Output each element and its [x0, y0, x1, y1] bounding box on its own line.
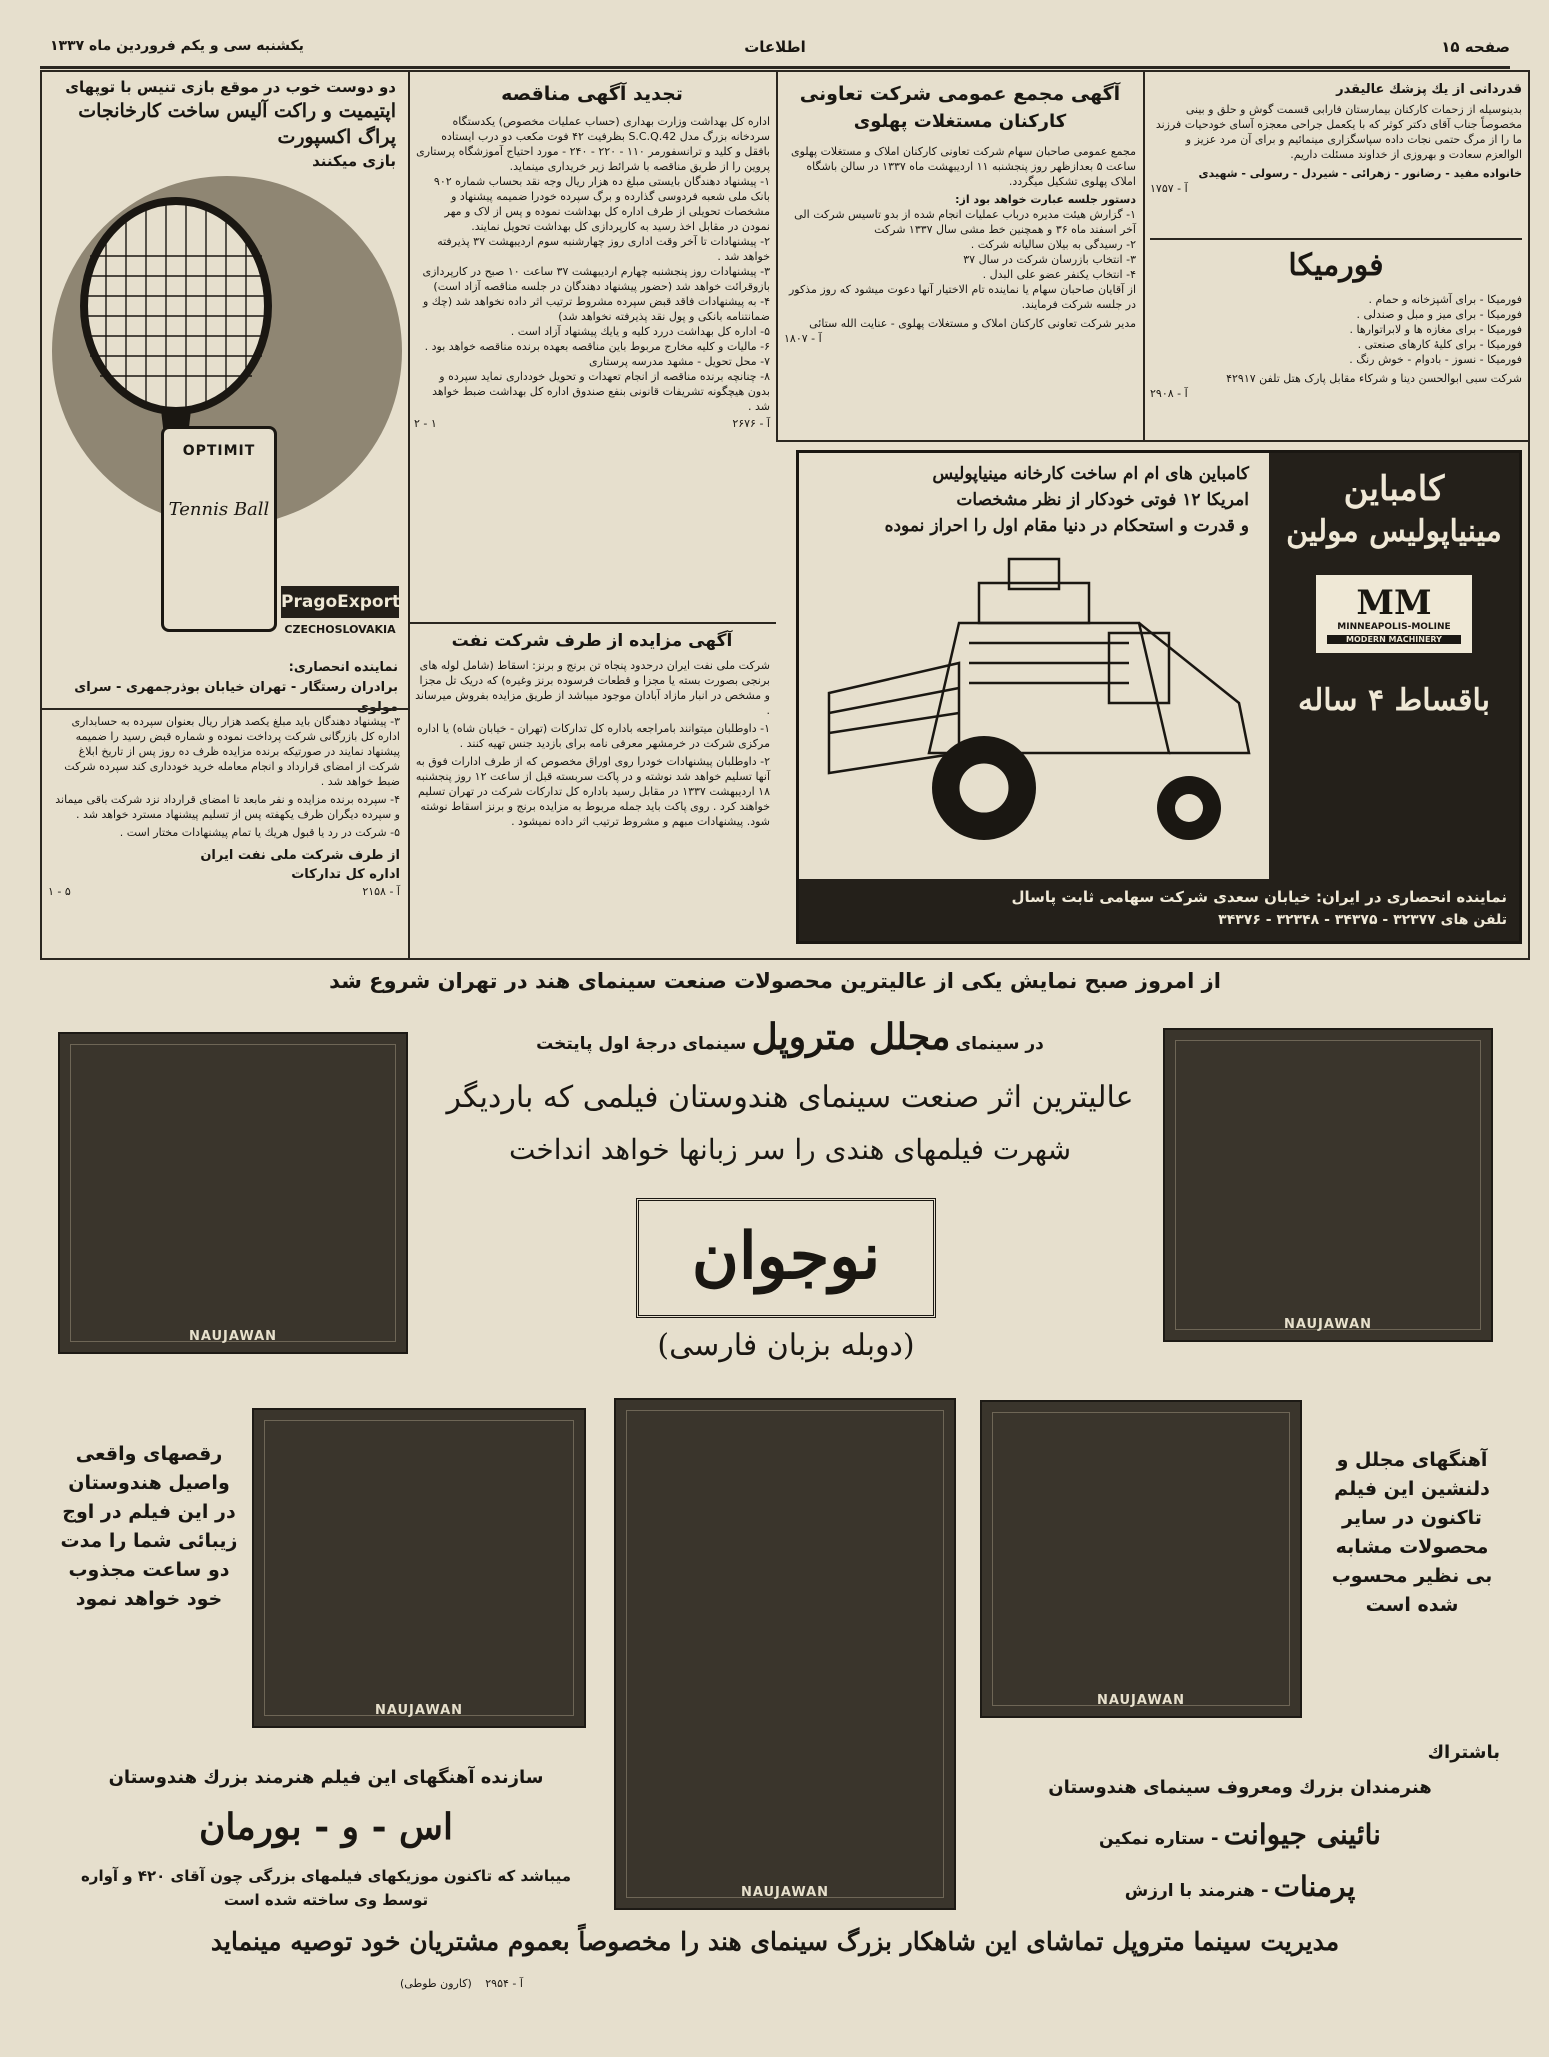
oil-auction-code: آ - ۲۱۵۸	[362, 885, 400, 898]
masthead-rule	[40, 66, 1510, 69]
combine-headline-2: امریکا ۱۲ فوتی خودکار از نظر مشخصات	[956, 490, 1249, 510]
star-1-role: ستاره نمکین	[1099, 1829, 1205, 1849]
mm-brand-name: MINNEAPOLIS-MOLINE	[1337, 622, 1451, 632]
gratitude-body: بدینوسیله از زحمات کارکنان بیمارستان فارابی قسمت گوش و حلق و بینی مخصوصاً جناب آقای دکتر کوثر که با یکعمل جراحی معجزه آسای خودحیات فرزند ما را از مرگ حتمی نجات داده سپاسگزاری مینمائیم و برای آن مرد عزیز و الوالعزم سعادت و بهروزی از خداوند مسئلت داریم.	[1155, 103, 1522, 161]
tender-code: آ - ۲۶۷۶	[732, 417, 770, 430]
coop-body: مجمع عمومی صاحبان سهام شرکت تعاونی کارکنان املاک و مستغلات پهلوی ساعت ۵ بعدازظهر روز پنجشنبه ۱۱ اردیبهشت ماه ۱۳۳۷ در سالن باشگاه املاک پهلوی تشکیل میگردد.	[791, 145, 1136, 188]
cinema-line-1: عالیترین اثر صنعت سینمای هندوستان فیلمی که باردیگر	[446, 1080, 1134, 1115]
cinema-banner: از امروز صبح نمایش یکی از عالیترین محصولات صنعت سینمای هند در تهران شروع شد	[329, 969, 1221, 993]
formica-item: فورمیکا - برای مغازه ها و لابراتوارها .	[1349, 323, 1522, 336]
tender-clause: ۴- به پیشنهادات فاقد قبض سپرده مشروط ترتیب اثر داده نخواهد شد (چك و ضمانتنامه بانکی و پول نقد پذیرفته نخواهد شد)	[422, 295, 770, 323]
combine-illustration	[809, 553, 1259, 873]
venue-prefix: در سینمای	[955, 1034, 1044, 1054]
cinema-footer: مدیریت سینما متروپل تماشای این شاهکار بزرگ سینمای هند را مخصوصاً بعموم مشتریان خود توصیه مینماید	[210, 1927, 1340, 1956]
tennis-rep-address: برادران رستگار - تهران خیابان بوذرجمهری - سرای	[74, 680, 398, 695]
combine-rep: نماینده انحصاری در ایران: خیابان سعدی شرکت سهامی ثابت پاسال	[1011, 888, 1507, 906]
combine-phones: تلفن های ۳۲۳۷۷ - ۳۴۳۷۵ - ۳۲۳۴۸ - ۳۴۳۷۶	[1218, 912, 1507, 928]
tennis-ball-ad	[46, 76, 404, 706]
combine-title-panel	[1269, 453, 1519, 883]
oil-auction-signature: از طرف شرکت ملی نفت ایران	[200, 848, 400, 863]
composer-name: اس - و - بورمان	[198, 1806, 454, 1848]
page-number: صفحه ۱۵	[1441, 38, 1510, 56]
column-divider-1	[408, 72, 410, 960]
formica-contact: شرکت سبی ابوالحسن دینا و شرکاء مقابل پارک هتل تلفن ۴۲۹۱۷	[1226, 372, 1522, 385]
formica-item: فورمیکا - برای کلیهٔ کارهای صنعتی .	[1357, 338, 1522, 351]
tennis-ball-can	[161, 426, 277, 632]
cinema-songs-text: آهنگهای مجلل و دلنشین این فیلم تاکنون در سایر محصولات مشابه بی نظیر محسوب شده است	[1331, 1449, 1493, 1616]
gratitude-code: آ - ۱۷۵۷	[1150, 182, 1188, 195]
film-still-center	[614, 1398, 956, 1910]
tender-clause: ۳- پیشنهادات روز پنجشنبه چهارم اردیبهشت ۳۷ ساعت ۱۰ صبح در کارپردازی بازوقرائت خواهد شد (حضور پیشنهاد دهندگان در جلسه مناقصه آزاد است)	[422, 265, 770, 293]
cinema-code-note: (کارون طوطی)	[400, 1977, 472, 1990]
coop-agenda-item: ۳- انتخاب بازرسان شرکت در سال ۳۷	[963, 253, 1136, 266]
masthead	[40, 32, 1510, 68]
combine-headline-1: کامباین های ام ام ساخت کارخانه مینیاپولیس	[932, 464, 1249, 484]
tennis-headline-3: بازی میکنند	[312, 152, 396, 170]
combine-headline	[809, 461, 1249, 539]
photo-caption: NAUJAWAN	[374, 1703, 464, 1718]
combine-footer	[799, 879, 1519, 941]
venue-suffix: سینمای درجهٔ اول پایتخت	[536, 1034, 747, 1054]
film-still-middle-left	[252, 1408, 586, 1728]
combine-title-2: مینیاپولیس مولین	[1286, 514, 1502, 549]
issue-date: یکشنبه سی و یکم فروردین ماه ۱۳۳۷	[50, 38, 304, 54]
oil-auction-left-clause: ۳- پیشنهاد دهندگان باید مبلغ یکصد هزار ریال بعنوان سپرده به حسابداری اداره کل بازرگانی شرکت پرداخت نموده و شماره قبض رسید را ضمیمه پیشنهاد نمایند در صورتیکه برنده مزایده ظرف ده روز پس از تاریخ ابلاغ شرکت از امضای قرارداد و انجام معامله خرید خودداری کند سپرده شرکت ضبط خواهد شد .	[64, 715, 400, 788]
cinema-star-2: پرمنات - هنرمند با ارزش	[1124, 1870, 1356, 1903]
mm-letters: MM	[1356, 583, 1432, 623]
oil-auction-left-clause: ۵- شرکت در رد یا قبول هریك یا تمام پیشنهادات مختار است .	[119, 826, 400, 839]
gratitude-title: قدردانی از یك پزشك عالیقدر	[1336, 82, 1522, 97]
combine-title-1: کامباین	[1343, 469, 1445, 509]
oil-auction-notice	[414, 628, 770, 954]
tender-notice	[414, 80, 770, 620]
oil-auction-title: آگهی مزایده از طرف شرکت نفت	[451, 631, 733, 651]
coop-bottom-rule	[778, 440, 1530, 442]
tender-body: اداره کل بهداشت وزارت بهداری (حساب عملیات مخصوص) یکدستگاه سردخانه بزرگ مدل S.C.Q.42 بظرفیت ۴۲ فوت مکعب دو درب ایستاده بافقل و کلید و ترانسفورمر ۱۱۰ - ۲۲۰ - ۲۴۰ - مورد احتیاج آموزشگاه پرستاری پروین را از طریق مناقصه با شرائط زیر خریداری مینماید.	[416, 115, 770, 173]
photo-caption: NAUJAWAN	[188, 1329, 278, 1344]
column-divider-2	[776, 72, 778, 442]
cinema-line-2: شهرت فیلمهای هندی را سر زبانها خواهد انداخت	[508, 1133, 1072, 1166]
paper-name: اطلاعات	[744, 38, 806, 56]
tender-clause: ۶- مالیات و کلیه مخارج مربوط باین مناقصه بعهده برنده مناقصه خواهد بود .	[424, 340, 770, 353]
film-still-top-right	[1163, 1028, 1493, 1342]
gratitude-divider	[1150, 238, 1522, 240]
tender-code-2: ۲ - ۱	[414, 417, 437, 430]
coop-footer: مدیر شرکت تعاونی کارکنان املاک و مستغلات پهلوی - عنایت الله ستائی	[809, 317, 1136, 330]
combine-headline-3: و قدرت و استحکام در دنیا مقام اول را احراز نموده	[884, 516, 1249, 536]
coop-assembly-notice	[784, 80, 1136, 440]
oil-auction-left-clause: ۴- سپرده برنده مزایده و نفر مابعد تا امضای قرارداد نزد شرکت باقی میماند و سپرده دیگران ظرف یکهفته پس از تسلیم پیشنهاد مسترد خواهد شد .	[55, 793, 400, 821]
star-2-name: پرمنات	[1273, 1870, 1356, 1903]
cinema-code: آ - ۲۹۵۴	[485, 1977, 523, 1990]
cinema-dances-text: رقصهای واقعی واصیل هندوستان در این فیلم در اوج زیبائی شما را مدت دو ساعت مجذوب خود خواهد نمود	[60, 1443, 238, 1610]
tender-clause: ۸- چنانچه برنده مناقصه از انجام تعهدات و تحویل خودداری نماید سپرده و بدون هیچگونه تشریفات قانونی بنفع صندوق اداره کل بهداشت ضبط خواهد شد .	[432, 370, 770, 413]
tender-clause: ۷- محل تحویل - مشهد مدرسه پرستاری	[589, 355, 770, 368]
venue-name: مجلل متروپل	[751, 1016, 951, 1058]
film-still-top-left	[58, 1032, 408, 1354]
formica-code: آ - ۲۹۰۸	[1150, 387, 1188, 400]
coop-agenda-item: ۴- انتخاب یکنفر عضو علی البدل .	[982, 268, 1136, 281]
coop-agenda-title: دستور جلسه عبارت خواهد بود از:	[955, 193, 1136, 206]
photo-caption: NAUJAWAN	[740, 1885, 830, 1900]
cinema-star-1: نائینی جیوانت - ستاره نمکین	[1099, 1818, 1381, 1851]
coop-code: آ - ۱۸۰۷	[784, 332, 822, 345]
cinema-venue-line	[470, 1012, 1110, 1069]
tennis-rep-label: نماینده انحصاری:	[288, 660, 398, 675]
photo-caption: NAUJAWAN	[1096, 1693, 1186, 1708]
formica-item: فورمیکا - نسوز - بادوام - خوش رنگ .	[1349, 353, 1522, 366]
tender-clause: ۱- پیشنهاد دهندگان بایستی مبلغ ده هزار ریال وجه نقد بحساب شماره ۹۰۲ بانک ملی شعبه فردوسی گذارده و برگ سپرده خودرا ضمیمه پیشنهاد و مشخصات تحویلی از طرف اداره کل بهداشت نموده و پس از لاک و مهر نمودن در مقابل اخذ رسید به کارپردازی کل بهداشت تحویل نمایند.	[433, 175, 770, 233]
oil-auction-clause: ۲- داوطلبان پیشنهادات خودرا روی اوراق مخصوص که از طرف ادارات فوق به آنها تسلیم خواهد شد نوشته و در پاکت سربسته قبل از ساعت ۱۲ روز پنجشنبه ۱۸ اردیبهشت ۱۳۳۷ در مقابل رسید باداره کل تدارکات شرکت در تهران تسلیم خواهند کرد . روی پاکت باید جمله مربوط به مزایده برنج و برنز اسقاط نوشته شود. پیشنهادات مبهم و مشروط ترتیب اثر داده نمیشود .	[415, 755, 770, 828]
prago-export-logo: PragoExport	[281, 586, 399, 618]
cinema-code-block	[400, 1976, 700, 1991]
tennis-bottom-rule	[42, 708, 408, 710]
oil-auction-code-2: ۱ - ۵	[48, 885, 71, 898]
star-2-role: هنرمند با ارزش	[1124, 1881, 1255, 1901]
oil-auction-department: اداره کل تدارکات	[291, 867, 400, 882]
tennis-headline-1: دو دوست خوب در موقع بازی تنیس با توپهای	[65, 78, 396, 96]
tennis-headline-2: اپتیمیت و راکت آلیس ساخت کارخانجات پراگ اکسپورت	[78, 100, 396, 148]
coop-agenda-item: ۱- گزارش هیئت مدیره درباب عملیات انجام شده از بدو تاسیس شرکت الی آخر اسفند ماه ۳۶ و همچنین خط مشی سال ۱۳۳۷ شرکت	[794, 208, 1136, 236]
tender-bottom-rule	[410, 622, 776, 624]
film-still-middle-right	[980, 1400, 1302, 1718]
cinema-artists-title: هنرمندان بزرك ومعروف سینمای هندوستان	[1048, 1777, 1432, 1798]
column-divider-3	[1143, 72, 1145, 442]
film-title-box	[636, 1198, 936, 1318]
formica-item: فورمیکا - برای آشپزخانه و حمام .	[1368, 293, 1522, 306]
composer-title: سازنده آهنگهای این فیلم هنرمند بزرك هندوستان	[108, 1767, 544, 1788]
coop-subtitle: کارکنان مستغلات پهلوی	[853, 111, 1067, 132]
formica-item: فورمیکا - برای میز و مبل و صندلی .	[1356, 308, 1522, 321]
tender-clause: ۵- اداره کل بهداشت دررد کلیه و یایك پیشنهاد آزاد است .	[510, 325, 770, 338]
can-text: Tennis Ball	[168, 499, 270, 520]
oil-auction-continued	[48, 714, 400, 954]
formica-title: فورمیکا	[1288, 248, 1384, 283]
gratitude-signature: خانواده مفید - رضانور - زهرائی - شیردل - رسولی - شهیدی	[1198, 167, 1522, 180]
film-dub-note: (دوبله بزبان فارسی)	[657, 1328, 915, 1363]
tender-title: تجدید آگهی مناقصه	[501, 83, 683, 105]
photo-caption: NAUJAWAN	[1283, 1317, 1373, 1332]
coop-agenda-item: از آقایان صاحبان سهام یا نماینده تام الاختیار آنها دعوت میشود که روز مذکور در جلسه شرکت فرمایند.	[788, 283, 1136, 311]
gratitude-notice	[1150, 80, 1522, 230]
star-1-name: نائینی جیوانت	[1223, 1818, 1381, 1851]
coop-title: آگهی مجمع عمومی شرکت تعاونی	[799, 83, 1121, 105]
mm-logo	[1316, 575, 1472, 653]
can-brand: OPTIMIT	[182, 443, 256, 459]
prago-country: CZECHOSLOVAKIA	[284, 623, 396, 636]
combine-installments: باقساط ۴ ساله	[1297, 683, 1490, 718]
combine-harvester-ad	[796, 450, 1522, 944]
film-title: نوجوان	[691, 1219, 881, 1294]
oil-auction-clause: ۱- داوطلبان میتوانند بامراجعه باداره کل تدارکات (تهران - خیابان شاه) یا اداره مرکزی شرکت در خرمشهر معرفی نامه برای بازدید جنس تهیه کنند .	[417, 722, 770, 750]
mm-brand-tag: MODERN MACHINERY	[1327, 635, 1461, 644]
cinema-with-label: باشتراك	[1427, 1742, 1500, 1763]
composer-note: میباشد که تاکنون موزیکهای فیلمهای بزرگی چون آقای ۴۲۰ و آواره توسط وی ساخته شده است	[80, 1867, 572, 1909]
tender-clause: ۲- پیشنهادات تا آخر وقت اداری روز چهارشنبه سوم اردیبهشت ۳۷ پذیرفته خواهد شد .	[437, 235, 770, 263]
coop-agenda-item: ۲- رسیدگی به بیلان سالیانه شرکت .	[970, 238, 1136, 251]
oil-auction-body: شرکت ملی نفت ایران درحدود پنجاه تن برنج و برنز: اسقاط (شامل لوله های برنجی بصورت بسته یا مجزا و قطعات فرسوده برنز وغیره) که دریک تل مجزا و مشخص در انبار مازاد آبادان موجود میباشد از طریق مزایده بفروش میرساند .	[415, 659, 770, 717]
formica-ad	[1150, 246, 1522, 438]
